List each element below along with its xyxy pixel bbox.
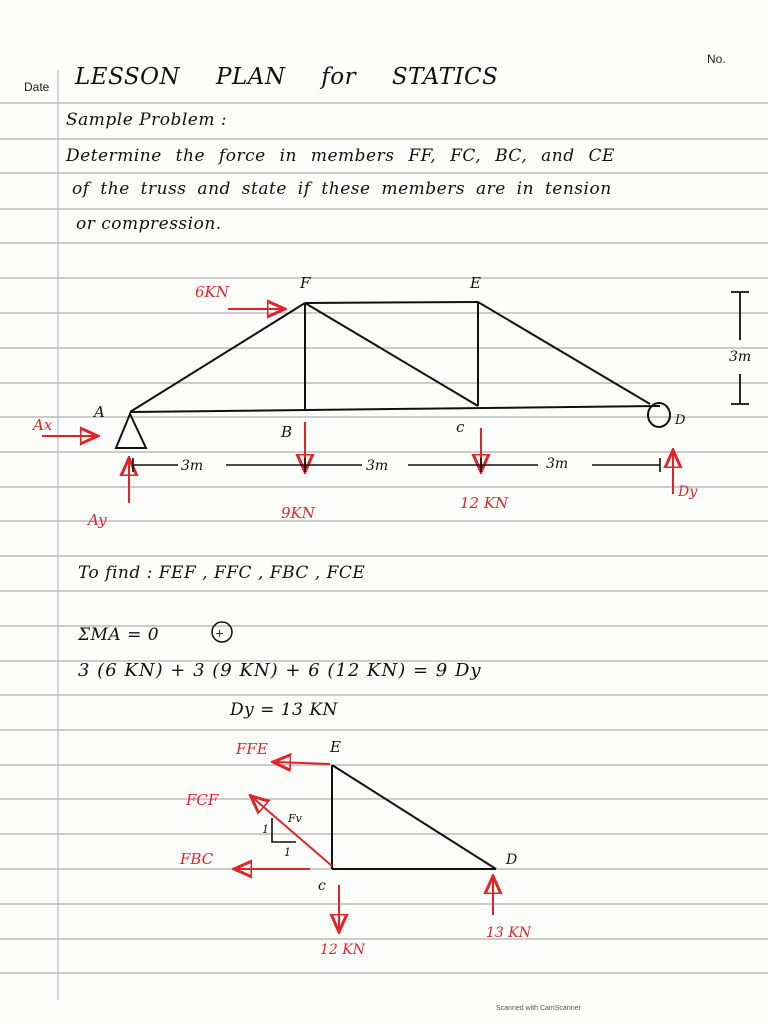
force-ffe-label: FFE bbox=[236, 740, 268, 758]
force-fbc-label: FBC bbox=[180, 850, 214, 868]
fbd-node-c-label: c bbox=[318, 878, 326, 894]
truss-members bbox=[130, 302, 660, 412]
fbd-members bbox=[332, 765, 496, 869]
force-ffe-arrow bbox=[275, 762, 330, 764]
slope-label-vertical: 1 bbox=[262, 823, 269, 836]
reaction-ay-label: Ay bbox=[88, 511, 107, 529]
height-dimension bbox=[729, 292, 752, 404]
dimension-2-label: 3m bbox=[366, 458, 389, 474]
sample-problem-label: Sample Problem : bbox=[66, 110, 228, 130]
load-9kn-label: 9KN bbox=[281, 504, 315, 522]
fbd-node-d-label: D bbox=[506, 852, 518, 868]
node-f-label: F bbox=[300, 274, 311, 292]
fbd-node-e-label: E bbox=[330, 738, 341, 756]
load-12kn-label: 12 KN bbox=[460, 494, 509, 512]
height-label: 3m bbox=[729, 349, 752, 365]
slope-label-horizontal: 1 bbox=[284, 846, 291, 859]
force-fcf-label: FCF bbox=[186, 791, 219, 809]
node-c-label: c bbox=[456, 418, 465, 436]
dimension-line bbox=[133, 458, 660, 472]
date-label: Date bbox=[24, 80, 50, 94]
dimension-3-label: 3m bbox=[546, 456, 569, 472]
fbd-reaction-13kn-label: 13 KN bbox=[486, 925, 531, 941]
node-e-label: E bbox=[470, 274, 481, 292]
to-find-line: To find : FEF , FFC , FBC , FCE bbox=[78, 563, 366, 583]
reaction-ax-label: Ax bbox=[33, 416, 53, 434]
node-a-label: A bbox=[94, 403, 105, 421]
load-6kn-label: 6KN bbox=[195, 283, 229, 301]
component-label: Fv bbox=[288, 812, 302, 825]
svg-text:+: + bbox=[215, 627, 225, 640]
node-d-label: D bbox=[675, 413, 686, 428]
dy-result: Dy = 13 KN bbox=[230, 700, 338, 720]
dimension-1-label: 3m bbox=[181, 458, 204, 474]
page-title: LESSON PLAN for STATICS bbox=[75, 64, 499, 90]
problem-line-3: or compression. bbox=[76, 214, 222, 234]
reaction-dy-label: Dy bbox=[678, 484, 698, 500]
pin-support-icon bbox=[116, 414, 146, 448]
moment-equation: 3 (6 KN) + 3 (9 KN) + 6 (12 KN) = 9 Dy bbox=[78, 660, 482, 681]
moment-equation-label: ΣMA = 0 bbox=[78, 625, 160, 645]
number-label: No. bbox=[707, 52, 726, 66]
problem-line-1: Determine the force in members FF, FC, BC, and CE bbox=[66, 146, 615, 166]
fbd-load-12kn-label: 12 KN bbox=[320, 942, 365, 958]
problem-line-2: of the truss and state if these members are in tension bbox=[72, 179, 612, 199]
scanner-watermark: Scanned with CamScanner bbox=[496, 1005, 581, 1012]
node-b-label: B bbox=[281, 423, 293, 441]
